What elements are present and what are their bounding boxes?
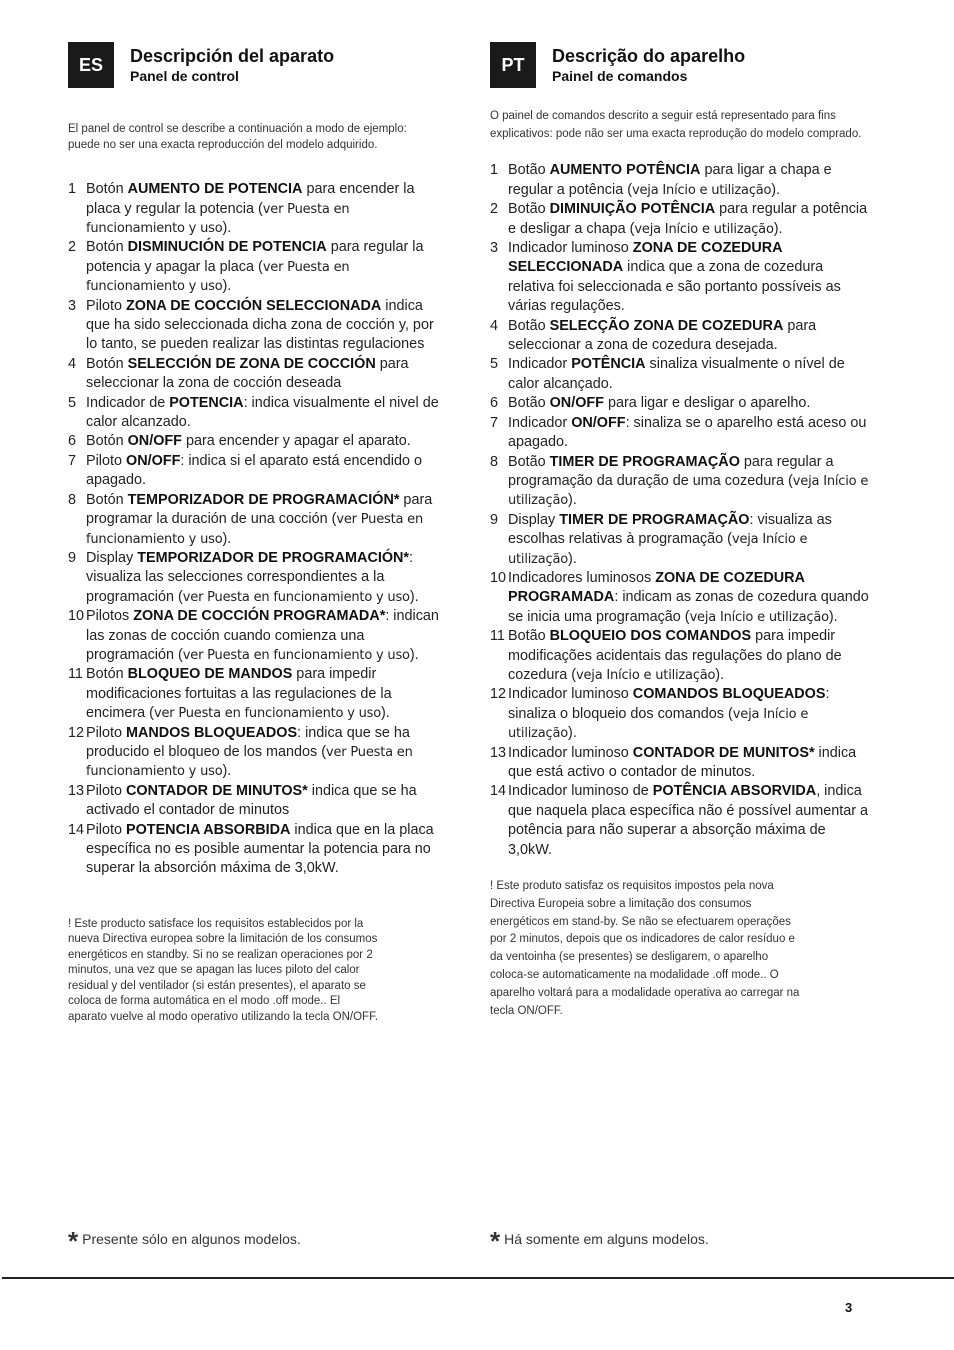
item-number: 5: [68, 394, 77, 411]
standby-note-es: ! Este producto satisface los requisitos establecidos por la nueva Directiva europea sobre la limitación de los consumos energéticos en standby. Si no se realizan operaciones por 2 minutos, una vez que se apagan las luces piloto del calor residual y del ventilador (si están presentes), el aparato se coloca de forma automática en el modo .off mode.. El aparato vuelve al modo operativo utilizando la tecla ON/OFF.: [68, 917, 379, 1023]
item-closing: ).: [222, 278, 232, 295]
list-item: [68, 238, 448, 296]
item-description: : sinaliza se o aparelho está aceso ou apagado.: [508, 414, 867, 451]
item-prefix: Display: [86, 549, 138, 566]
item-reference: ver Puesta en funcionamiento y uso: [86, 512, 423, 547]
item-control-name: DISMINUCIÓN DE POTENCIA: [127, 239, 327, 256]
item-description: para ligar e desligar o aparelho.: [603, 395, 811, 412]
item-control-name: ZONA DE COCCIÓN SELECCIONADA: [126, 297, 382, 314]
item-closing: ).: [409, 646, 419, 663]
item-prefix: Pilotos: [86, 608, 134, 625]
item-description: para programar la duración de una cocción (: [86, 491, 433, 528]
item-control-name: COMANDOS BLOQUEADOS: [632, 686, 826, 703]
item-reference: ver Puesta en funcionamiento y uso: [182, 589, 410, 605]
item-prefix: Botón: [86, 666, 128, 683]
item-prefix: Botão: [508, 453, 550, 470]
footnote-text-pt: Há somente em alguns modelos.: [504, 1231, 709, 1247]
item-closing: ).: [773, 220, 783, 237]
item-number: 9: [490, 511, 499, 528]
item-control-name: ON/OFF: [127, 433, 182, 450]
item-reference: veja Início e utilização: [689, 609, 829, 625]
item-number: 11: [68, 666, 83, 683]
item-list-es: [68, 180, 448, 879]
item-description: sinaliza visualmente o nível de calor alcançado.: [508, 356, 845, 392]
item-description: para ligar a chapa e regular a potência (: [508, 162, 832, 198]
item-control-name: SELECÇÃO ZONA DE COZEDURA: [549, 317, 784, 334]
item-closing: ).: [568, 492, 577, 509]
item-prefix: Botón: [86, 433, 128, 450]
item-description: para encender y apagar el aparato.: [181, 433, 411, 450]
item-description: : indica si el aparato está encendido o apagado.: [86, 452, 422, 489]
list-item: [68, 432, 448, 451]
item-control-name: POTÊNCIA: [571, 356, 646, 373]
item-prefix: Botón: [86, 355, 128, 372]
list-item: [490, 627, 870, 685]
list-item: [490, 355, 870, 394]
language-badge-pt: PT: [490, 42, 536, 88]
item-description: para encender la placa y regular la potencia (: [86, 181, 415, 217]
item-number: 7: [68, 452, 77, 469]
item-number: 4: [490, 317, 499, 334]
item-prefix: Botão: [508, 317, 550, 334]
item-reference: veja Início e utilização: [508, 473, 869, 509]
list-item: [68, 724, 448, 782]
item-description: para regular a programação da duração de uma cozedura (: [508, 453, 834, 489]
intro-text-pt: O painel de comandos descrito a seguir está representado para fins explicativos: pode não ser uma exacta reprodução do modelo comprado.: [490, 110, 862, 140]
item-description: para regular a potência e desligar a chapa (: [508, 201, 868, 237]
item-reference: veja Início e utilização: [508, 706, 809, 742]
item-reference: veja Início e utilização: [634, 221, 774, 237]
section-title-es: Descripción del aparato: [130, 46, 335, 66]
item-reference: ver Puesta en funcionamiento y uso: [153, 706, 382, 722]
item-prefix: Botão: [508, 162, 550, 179]
section-title-pt: Descrição do aparelho: [552, 46, 746, 66]
item-prefix: Botão: [508, 395, 550, 412]
item-control-name: ZONA DE COCCIÓN PROGRAMADA*: [133, 608, 386, 625]
item-prefix: Indicador luminoso de: [508, 783, 653, 800]
item-number: 5: [490, 356, 499, 373]
item-number: 12: [68, 724, 85, 741]
item-number: 10: [490, 569, 507, 586]
list-item: [490, 200, 870, 239]
item-description: para regular la potencia y apagar la placa (: [86, 239, 424, 275]
item-number: 12: [490, 686, 507, 703]
item-number: 14: [68, 821, 85, 838]
item-control-name: CONTADOR DE MINUTOS*: [126, 782, 308, 799]
item-number: 11: [490, 628, 505, 645]
footer-divider: [2, 1277, 954, 1279]
item-description: indica que ha sido seleccionada dicha zona de cocción y, por lo tanto, se pueden realizar las distintas regulaciones: [86, 297, 434, 353]
item-closing: ).: [771, 181, 781, 198]
item-number: 6: [490, 395, 499, 412]
item-closing: ).: [222, 763, 232, 780]
item-control-name: POTENCIA: [169, 394, 244, 411]
item-number: 1: [490, 162, 499, 179]
list-item: [490, 394, 870, 413]
item-control-name: BLOQUEO DE MANDOS: [127, 666, 293, 683]
item-control-name: ZONA DE COZEDURA PROGRAMADA: [508, 569, 805, 606]
list-item: [490, 453, 870, 511]
item-number: 13: [490, 744, 507, 761]
item-closing: ).: [568, 550, 577, 567]
section-subtitle-es: Panel de control: [130, 68, 239, 84]
page-number: 3: [845, 1300, 853, 1315]
item-prefix: Indicador luminoso: [508, 686, 633, 703]
item-prefix: Indicador: [508, 414, 572, 431]
item-prefix: Indicador: [508, 356, 572, 373]
item-reference: ver Puesta en funcionamiento y uso: [86, 744, 413, 780]
item-description: para seleccionar a zona de cozedura desejada.: [508, 317, 817, 354]
item-control-name: BLOQUEIO DOS COMANDOS: [549, 628, 752, 645]
item-number: 3: [490, 240, 499, 257]
item-description: : visualiza las selecciones correspondientes a la programación (: [86, 549, 414, 605]
list-item: [68, 491, 448, 549]
item-description: : sinaliza o bloqueio dos comandos (: [508, 686, 830, 722]
asterisk-mark: *: [490, 1226, 501, 1256]
asterisk-mark: *: [68, 1226, 79, 1256]
item-closing: ).: [715, 666, 725, 683]
item-control-name: ON/OFF: [126, 452, 181, 469]
list-item: [490, 744, 870, 783]
item-prefix: Botón: [86, 181, 128, 198]
item-control-name: MANDOS BLOQUEADOS: [126, 724, 298, 741]
item-prefix: Piloto: [86, 297, 126, 314]
list-item: [68, 297, 448, 355]
language-badge-es: ES: [68, 42, 114, 88]
item-closing: ).: [828, 608, 838, 625]
item-control-name: TIMER DE PROGRAMAÇÃO: [559, 511, 750, 528]
list-item: [490, 782, 870, 860]
item-description: para impedir modificações acidentais das regulações do plano de cozedura (: [508, 628, 842, 683]
item-prefix: Indicador luminoso: [508, 240, 633, 257]
item-list-pt: [490, 161, 870, 860]
item-description: para seleccionar la zona de cocción deseada: [86, 355, 409, 392]
list-item: [490, 685, 870, 743]
item-number: 3: [68, 297, 77, 314]
item-control-name: TEMPORIZADOR DE PROGRAMACIÓN*: [137, 549, 410, 566]
section-header-pt: [490, 42, 870, 88]
standby-note-pt: ! Este produto satisfaz os requisitos impostos pela nova Directiva Europeia sobre a limitação dos consumos energéticos em stand-by. Se não se efectuarem operações por 2 minutos, depois que os indicadores de calor resíduo e da ventoinha (se presentes) se desligarem, o aparelho coloca-se automaticamente na modalidade .off mode.. O aparelho voltará para a modalidade operativa ao carregar na tecla ON/OFF.: [490, 880, 800, 1017]
intro-text-es: El panel de control se describe a continuación a modo de ejemplo: puede no ser una exacta reproducción del modelo adquirido.: [68, 123, 407, 151]
list-item: [68, 665, 448, 723]
footnote-es: [68, 1226, 301, 1257]
item-control-name: AUMENTO DE POTENCIA: [127, 181, 303, 198]
item-control-name: AUMENTO POTÊNCIA: [549, 162, 701, 179]
list-item: [68, 607, 448, 665]
item-control-name: POTENCIA ABSORBIDA: [126, 821, 291, 838]
item-number: 9: [68, 549, 77, 566]
footnote-pt: [490, 1226, 709, 1257]
item-prefix: Indicadores luminosos: [508, 569, 656, 586]
item-control-name: CONTADOR DE MUNITOS*: [632, 744, 815, 761]
list-item: [68, 821, 448, 879]
item-reference: veja Início e utilização: [508, 532, 808, 567]
item-number: 4: [68, 355, 77, 372]
item-prefix: Indicador de: [86, 394, 170, 411]
list-item: [68, 549, 448, 607]
item-description: : indican las zonas de cocción cuando comienza una programación (: [86, 608, 439, 663]
item-prefix: Piloto: [86, 452, 126, 469]
item-description: indica que se ha activado el contador de minutos: [86, 782, 417, 819]
item-closing: ).: [568, 725, 577, 742]
item-number: 1: [68, 181, 77, 198]
item-description: : indica visualmente el nivel de calor alcanzado.: [86, 394, 439, 431]
item-description: , indica que naquela placa específica não é possível aumentar a potência para não superar a absorção máxima de 3,0kW.: [508, 783, 869, 858]
item-description: : indica que se ha producido el bloqueo de los mandos (: [86, 724, 410, 760]
item-control-name: ON/OFF: [571, 414, 626, 431]
list-item: [68, 355, 448, 394]
item-description: indica que en la placa específica no es posible aumentar la potencia para no superar la absorción máxima de 3,0kW.: [86, 821, 434, 877]
item-number: 2: [68, 239, 77, 256]
list-item: [68, 782, 448, 821]
item-description: : indicam as zonas de cozedura quando se inicia uma programação (: [508, 589, 869, 625]
item-closing: ).: [409, 588, 419, 605]
list-item: [490, 414, 870, 453]
item-number: 13: [68, 782, 85, 799]
list-item: [490, 511, 870, 569]
list-item: [490, 239, 870, 317]
item-description: indica que está activo o contador de minutos.: [508, 744, 857, 780]
item-prefix: Botão: [508, 628, 550, 645]
item-reference: veja Início e utilização: [576, 667, 716, 683]
item-control-name: TEMPORIZADOR DE PROGRAMACIÓN*: [127, 491, 400, 508]
item-number: 7: [490, 414, 499, 431]
list-item: [68, 452, 448, 491]
item-control-name: DIMINUIÇÃO POTÊNCIA: [549, 201, 716, 218]
item-description: indica que a zona de cozedura relativa foi seleccionada e são portanto possíveis as várias regulações.: [508, 259, 841, 315]
item-description: : visualiza as escolhas relativas à programação (: [508, 511, 832, 548]
section-header-es: [68, 42, 448, 88]
item-reference: ver Puesta en funcionamiento y uso: [86, 201, 350, 236]
list-item: [490, 161, 870, 200]
item-number: 2: [490, 201, 499, 218]
item-prefix: Piloto: [86, 821, 126, 838]
item-closing: ).: [222, 530, 232, 547]
item-control-name: SELECCIÓN DE ZONA DE COCCIÓN: [127, 355, 376, 372]
item-prefix: Display: [508, 511, 560, 528]
list-item: [490, 569, 870, 627]
spanish-column: [68, 42, 448, 1025]
item-prefix: Piloto: [86, 724, 126, 741]
item-number: 14: [490, 783, 507, 800]
portuguese-column: [490, 42, 870, 1020]
item-description: para impedir modificaciones fortuitas a las regulaciones de la encimera (: [86, 666, 392, 722]
section-subtitle-pt: Painel de comandos: [552, 68, 688, 84]
item-prefix: Indicador luminoso: [508, 744, 633, 761]
list-item: [490, 317, 870, 356]
item-control-name: TIMER DE PROGRAMAÇÃO: [549, 453, 740, 470]
item-control-name: ZONA DE COZEDURA SELECCIONADA: [508, 240, 783, 276]
item-reference: ver Puesta en funcionamiento y uso: [182, 647, 410, 663]
item-number: 8: [490, 453, 499, 470]
item-number: 8: [68, 491, 77, 508]
item-reference: ver Puesta en funcionamiento y uso: [86, 259, 350, 295]
footnote-text-es: Presente sólo en algunos modelos.: [82, 1231, 301, 1247]
item-control-name: POTÊNCIA ABSORVIDA: [652, 783, 817, 800]
item-number: 10: [68, 608, 85, 625]
list-item: [68, 394, 448, 433]
item-prefix: Botón: [86, 491, 128, 508]
item-closing: ).: [222, 220, 232, 236]
item-control-name: ON/OFF: [549, 395, 604, 412]
list-item: [68, 180, 448, 238]
item-prefix: Botón: [86, 239, 128, 256]
item-number: 6: [68, 433, 77, 450]
item-closing: ).: [381, 705, 390, 722]
item-prefix: Botão: [508, 201, 550, 218]
item-prefix: Piloto: [86, 782, 126, 799]
item-reference: veja Início e utilização: [632, 182, 772, 198]
